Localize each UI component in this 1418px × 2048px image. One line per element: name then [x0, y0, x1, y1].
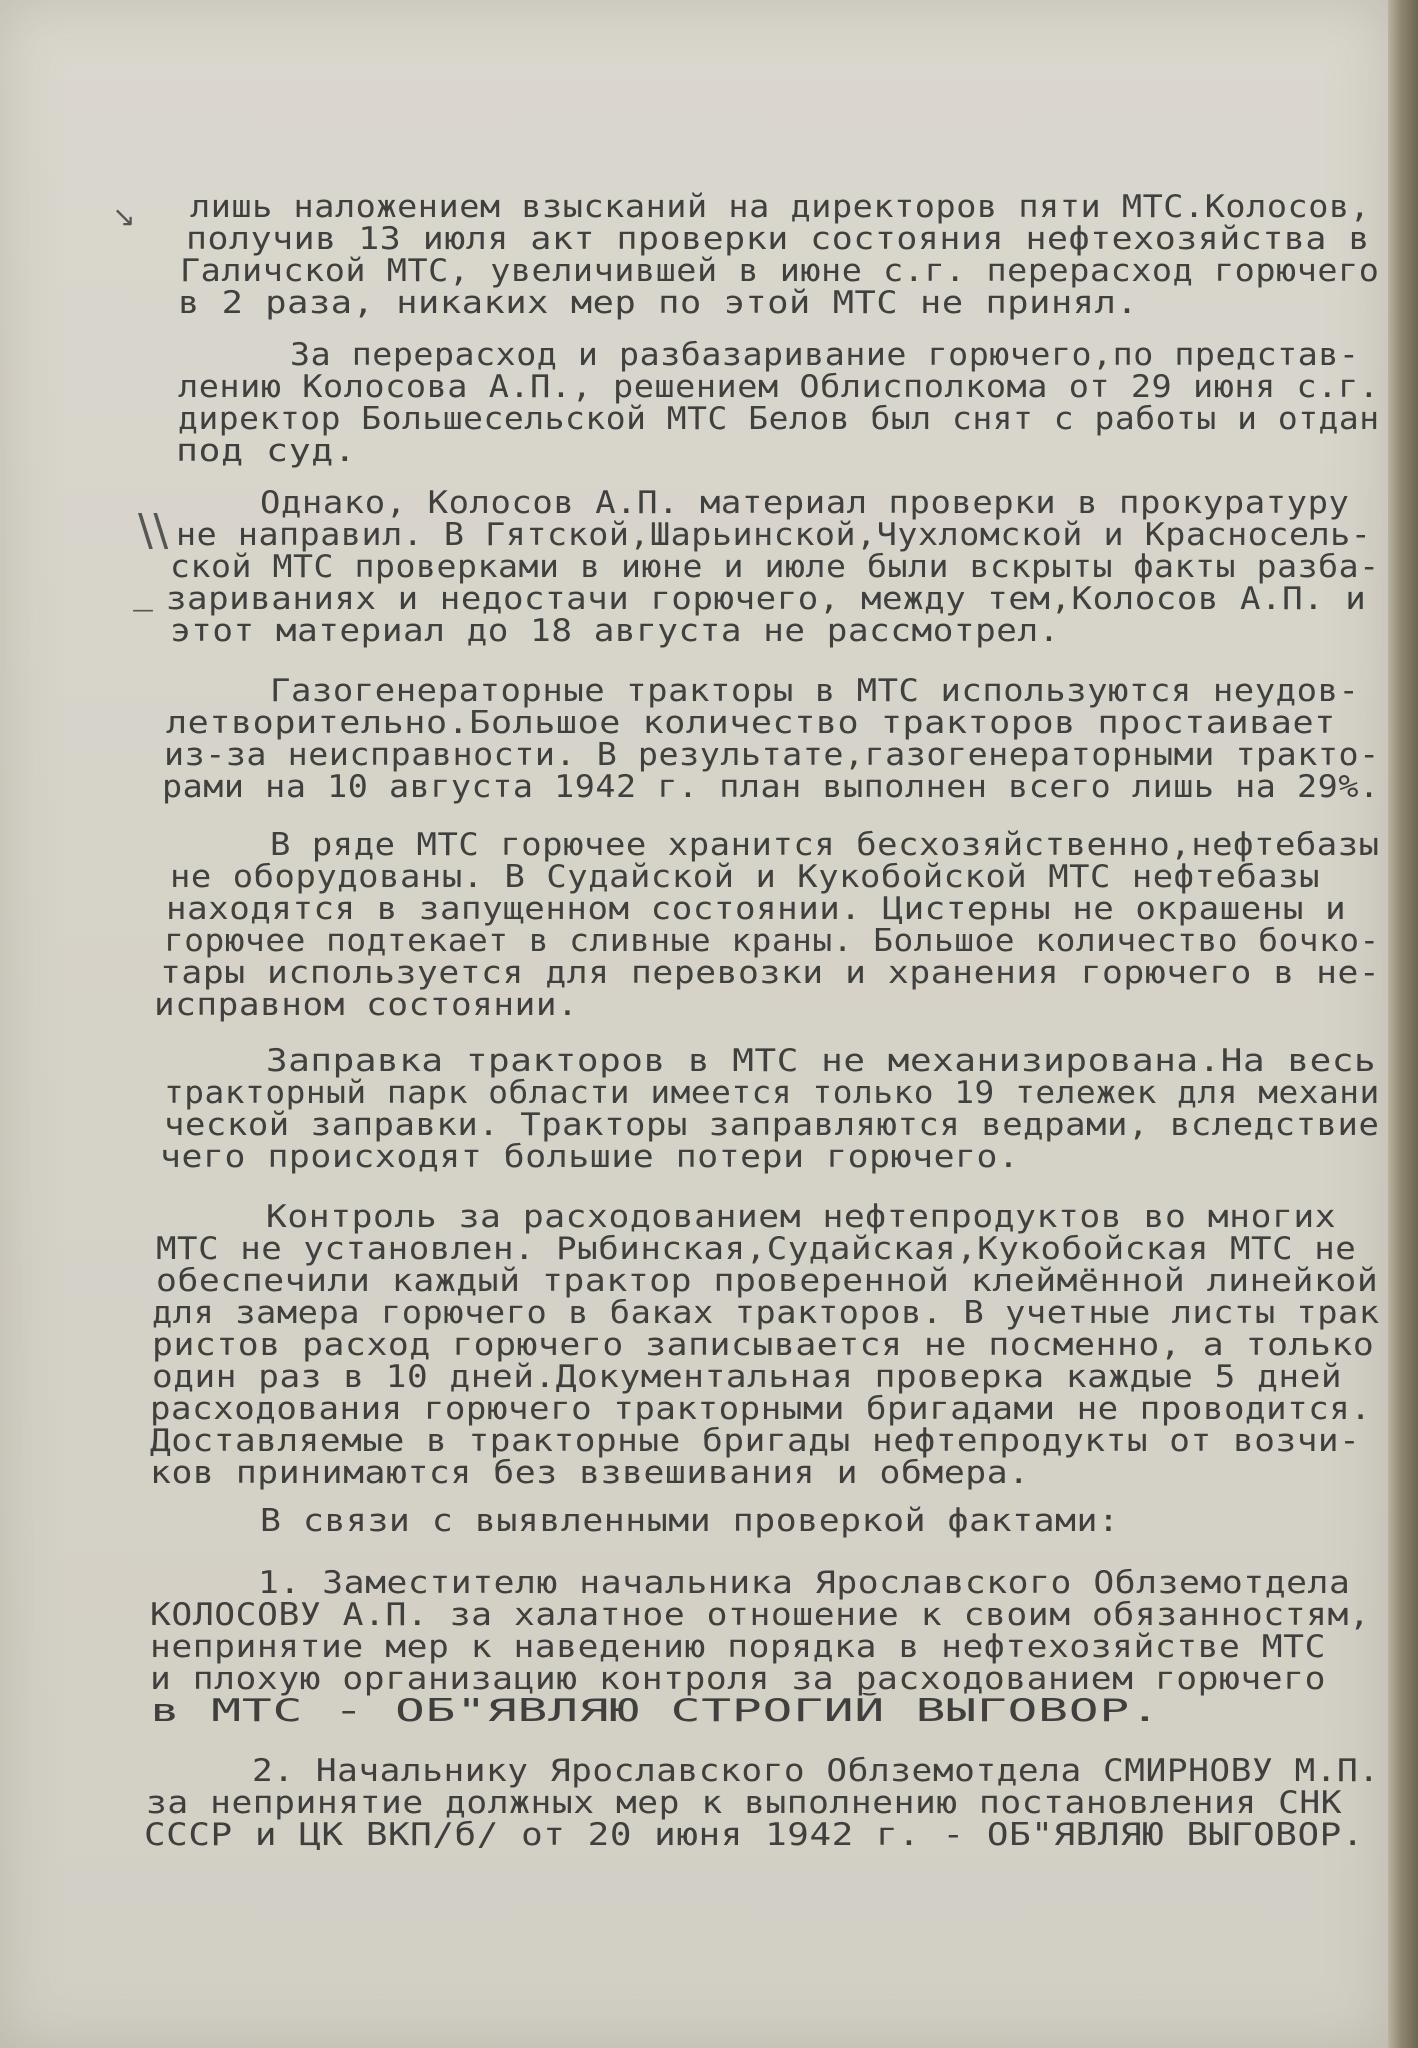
margin-pencil-mark: \\ — [138, 505, 169, 556]
text-line: исправном состоянии. — [154, 987, 579, 1023]
text-line: В ряде МТС горючее хранится бесхозяйственно,нефтебазы — [270, 827, 1380, 863]
text-line: Заправка тракторов в МТС не механизирована.На весь — [266, 1043, 1377, 1079]
text-line: За перерасход и разбазаривание горючего,по представ- — [290, 337, 1360, 373]
text-line: находятся в запущенном состоянии. Цистерны не окрашены и — [166, 891, 1347, 927]
text-line: получив 13 июля акт проверки состояния нефтехозяйства в — [186, 221, 1370, 257]
text-line: не направил. В Гятской,Шарьинской,Чухломской и Красносель- — [176, 517, 1372, 553]
text-line: рами на 10 августа 1942 г. план выполнен всего лишь на 29%. — [162, 769, 1380, 805]
text-line: 2. Начальнику Ярославского Облземотдела СМИРНОВУ М.П. — [252, 1753, 1380, 1789]
text-line: чего происходят большие потери горючего. — [160, 1139, 1020, 1175]
text-line: под суд. — [176, 433, 357, 469]
text-line: В связи с выявленными проверкой фактами: — [260, 1503, 1120, 1539]
text-line: один раз в 10 дней.Документальная проверка каждые 5 дней — [152, 1359, 1343, 1395]
paper-edge — [1388, 0, 1418, 2048]
text-line: и плохую организацию контроля за расходованием горючего — [150, 1661, 1326, 1697]
text-line: КОЛОСОВУ А.П. за халатное отношение к своим обязанностям, — [150, 1597, 1371, 1633]
text-line: летворительно.Большое количество тракторов простаивает — [166, 705, 1336, 741]
text-line: Газогенераторные тракторы в МТС используются неудов- — [270, 673, 1360, 709]
text-line: ков принимаются без взвешивания и обмера. — [150, 1455, 1030, 1491]
text-line: не оборудованы. В Судайской и Кукобойской МТС нефтебазы — [170, 859, 1321, 895]
text-line: непринятие мер к наведению порядка в нефтехозяйстве МТС — [150, 1629, 1326, 1665]
text-line: горючее подтекает в сливные краны. Большое количество бочко- — [164, 923, 1380, 959]
text-line: ской МТС проверками в июне и июле были вскрыты факты разба- — [170, 549, 1380, 585]
text-line: Доставляемые в тракторные бригады нефтепродукты от возчи- — [150, 1423, 1361, 1459]
text-line: в МТС - ОБ"ЯВЛЯЮ СТРОГИЙ ВЫГОВОР. — [150, 1693, 1161, 1729]
text-line: этот материал до 18 августа не рассмотрел. — [170, 613, 1060, 649]
margin-dash-mark: — — [132, 598, 155, 623]
text-line: в 2 раза, никаких мер по этой МТС не принял. — [178, 285, 1139, 321]
text-line: Однако, Колосов А.П. материал проверки в прокуратуру — [260, 485, 1350, 521]
text-line: Галичской МТС, увеличившей в июне с.г. перерасход горючего — [180, 253, 1380, 289]
text-line: расходования горючего тракторными бригадами не проводится. — [150, 1391, 1372, 1427]
text-line: 1. Заместителю начальника Ярославского Облземотдела — [258, 1565, 1351, 1601]
margin-tick-mark: ↘ — [112, 200, 136, 233]
text-line: тракторный парк области имеется только 19 тележек для механи — [164, 1075, 1380, 1111]
text-line: МТС не установлен. Рыбинская,Судайская,Кукобойская МТС не — [156, 1231, 1357, 1267]
text-line: Контроль за расходованием нефтепродуктов во многих — [266, 1199, 1337, 1235]
text-line: лению Колосова А.П., решением Облисполкома от 29 июня с.г. — [178, 369, 1380, 405]
text-line: ческой заправки. Тракторы заправляются ведрами, вследствие — [164, 1107, 1380, 1143]
text-line: обеспечили каждый трактор проверенной клеймённой линейкой — [156, 1263, 1379, 1299]
text-line: ристов расход горючего записывается не посменно, а только — [152, 1327, 1375, 1363]
text-line: тары используется для перевозки и хранения горючего в не- — [160, 955, 1381, 991]
text-line: из-за неисправности. В результате,газогенераторными тракто- — [164, 737, 1380, 773]
text-line: лишь наложением взысканий на директоров пяти МТС.Колосов, — [190, 189, 1371, 225]
text-line: СССР и ЦК ВКП/б/ от 20 июня 1942 г. - ОБ"ЯВЛЯЮ ВЫГОВОР. — [144, 1817, 1365, 1853]
text-line: зариваниях и недостачи горючего, между тем,Колосов А.П. и — [166, 581, 1367, 617]
text-line: для замера горючего в баках тракторов. В учетные листы трак — [152, 1295, 1380, 1331]
text-line: директор Большесельской МТС Белов был снят с работы и отдан — [178, 401, 1380, 437]
text-line: за непринятие должных мер к выполнению постановления СНК — [146, 1785, 1343, 1821]
